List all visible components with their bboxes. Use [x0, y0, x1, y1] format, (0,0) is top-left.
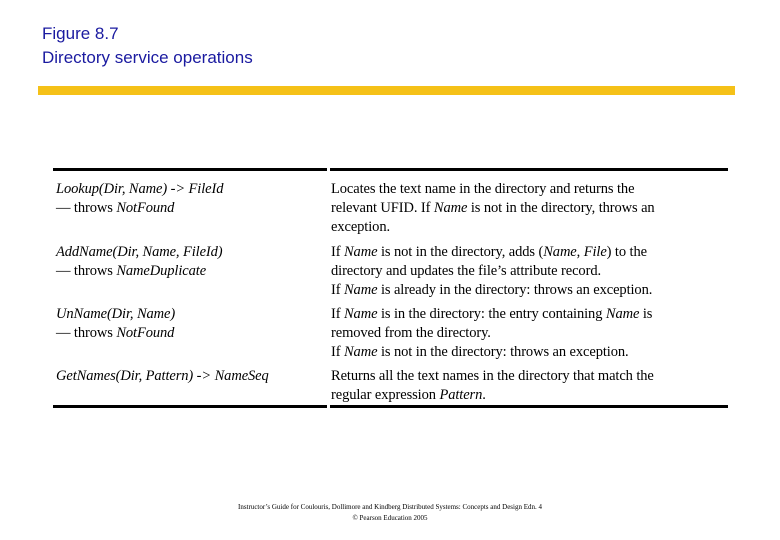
exception-name: NotFound	[116, 200, 175, 216]
table-bottom-rule-left	[53, 405, 327, 408]
operation-signature	[56, 180, 328, 218]
operation-throws: — throws NotFound	[56, 200, 175, 216]
operation-name: GetNames(Dir, Pattern) -> NameSeq	[56, 368, 269, 384]
figure-title: Directory service operations	[42, 48, 253, 67]
exception-name: NotFound	[116, 325, 175, 341]
operation-throws: — throws NameDuplicate	[56, 263, 207, 279]
exception-name: NameDuplicate	[116, 263, 207, 279]
footer-credit: Instructor’s Guide for Coulouris, Dollimore and Kindberg Distributed Systems: Concepts and Design Edn. 4	[237, 503, 542, 511]
operation-description: If Name is in the directory: the entry containing Name is removed from the directory. If Name is not in the directory: throws an exception.	[331, 306, 653, 360]
operation-description: Locates the text name in the directory and returns the relevant UFID. If Name is not in the directory, throws an exception.	[331, 181, 655, 235]
operation-signature	[56, 367, 328, 386]
operation-throws: — throws NotFound	[56, 325, 175, 341]
table-top-rule-right	[330, 168, 728, 171]
figure-number: Figure 8.7	[42, 24, 119, 43]
operation-name: Lookup(Dir, Name) -> FileId	[56, 181, 224, 197]
footer-copyright: © Pearson Education 2005	[352, 514, 428, 522]
accent-bar	[38, 86, 735, 95]
operation-signature	[56, 243, 328, 281]
operation-signature	[56, 305, 328, 343]
operation-name: AddName(Dir, Name, FileId)	[56, 244, 223, 260]
table-top-rule-left	[53, 168, 327, 171]
operation-description: Returns all the text names in the directory that match the regular expression Pattern.	[331, 368, 654, 403]
operation-description: If Name is not in the directory, adds (Name, File) to the directory and updates the file’s attribute record. If Name is already in the directory: throws an exception.	[331, 244, 653, 298]
operation-name: UnName(Dir, Name)	[56, 306, 176, 322]
table-bottom-rule-right	[330, 405, 728, 408]
